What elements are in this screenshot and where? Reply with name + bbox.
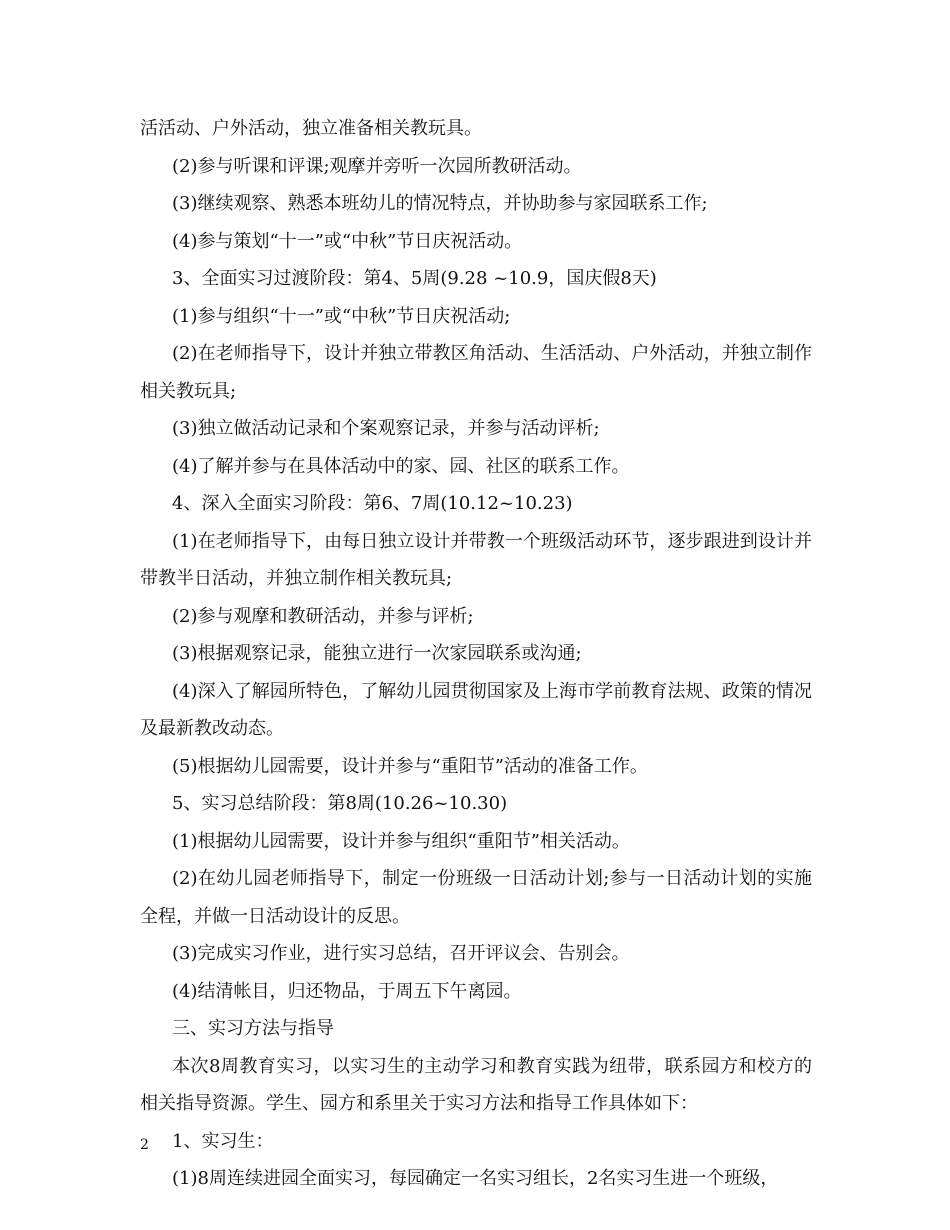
list-item: (4)了解并参与在具体活动中的家、园、社区的联系工作。: [172, 455, 630, 477]
list-item: (4)参与策划“十一”或“中秋”节日庆祝活动。: [172, 230, 523, 252]
section-heading: 5、实习总结阶段：第8周(10.26~10.30): [172, 793, 508, 814]
list-item: (2)参与听课和评课;观摩并旁听一次园所教研活动。: [172, 155, 582, 177]
document-body: [140, 110, 812, 1198]
list-item: (3)根据观察记录，能独立进行一次家园联系或沟通;: [172, 643, 582, 664]
page-number: 2: [140, 1137, 149, 1153]
section-heading: 三、实习方法与指导: [172, 1018, 334, 1039]
section-heading: 3、全面实习过渡阶段：第4、5周(9.28 ~10.9，国庆假8天): [172, 268, 657, 289]
list-item: (2)在老师指导下，设计并独立带教区角活动、生活活动、户外活动，并独立制作相关教玩具;: [140, 343, 812, 402]
list-item: (4)结清帐目，归还物品，于周五下午离园。: [172, 980, 522, 1002]
list-item: (1)根据幼儿园需要，设计并参与组织“重阳节”相关活动。: [172, 830, 630, 852]
list-item: (3)完成实习作业，进行实习总结，召开评议会、告别会。: [172, 943, 630, 964]
list-item: (2)在幼儿园老师指导下，制定一份班级一日活动计划;参与一日活动计划的实施全程，并做一日活动设计的反思。: [140, 868, 812, 927]
subsection-heading: 1、实习生：: [172, 1130, 274, 1152]
body-paragraph: 本次8周教育实习，以实习生的主动学习和教育实践为纽带，联系园方和校方的相关指导资源。学生、园方和系里关于实习方法和指导工作具体如下：: [140, 1055, 812, 1114]
list-item: (4)深入了解园所特色，了解幼儿园贯彻国家及上海市学前教育法规、政策的情况及最新教改动态。: [140, 680, 812, 739]
list-item: (3)继续观察、熟悉本班幼儿的情况特点，并协助参与家园联系工作;: [172, 193, 708, 214]
list-item: (1)8周连续进园全面实习，每园确定一名实习组长，2名实习生进一个班级，: [172, 1168, 779, 1189]
paragraph-continuation: 活活动、户外活动，独立准备相关教玩具。: [140, 118, 482, 139]
list-item: (1)在老师指导下，由每日独立设计并带教一个班级活动环节，逐步跟进到设计并带教半日活动，并独立制作相关教玩具;: [140, 530, 812, 589]
list-item: (3)独立做活动记录和个案观察记录，并参与活动评析;: [172, 418, 600, 439]
list-item: (5)根据幼儿园需要，设计并参与“重阳节”活动的准备工作。: [172, 755, 648, 777]
list-item: (2)参与观摩和教研活动，并参与评析;: [172, 605, 474, 627]
list-item: (1)参与组织“十一”或“中秋”节日庆祝活动;: [172, 305, 511, 327]
section-heading: 4、深入全面实习阶段：第6、7周(10.12~10.23): [172, 493, 573, 514]
